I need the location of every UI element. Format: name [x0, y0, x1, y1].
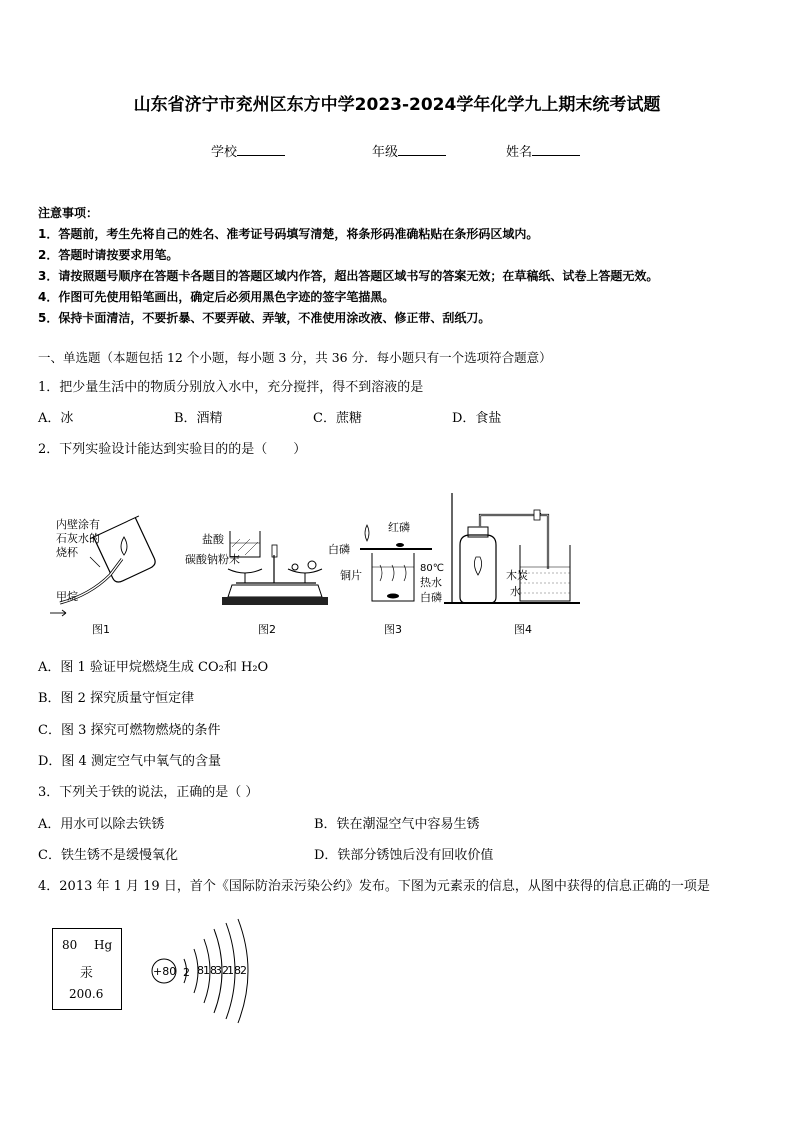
notes-heading: 注意事项： — [38, 206, 99, 220]
figure-2-balance — [185, 531, 328, 636]
element-card — [52, 928, 122, 1010]
q3-option-d[interactable]: D．铁部分锈蚀后没有回收价值 — [314, 848, 494, 863]
note-item: 1．答题前，考生先将自己的姓名、准考证号码填写清楚，将条形码准确粘贴在条形码区域内。 — [38, 227, 539, 241]
fig3-label-red: 红磷 — [388, 521, 410, 534]
fig2-label-acid: 盐酸 — [202, 533, 224, 546]
q1-option-a[interactable]: A．冰 — [38, 411, 74, 426]
fig4-caption: 图4 — [514, 623, 532, 636]
grade-blank[interactable] — [398, 143, 446, 156]
note-item: 2．答题时请按要求用笔。 — [38, 248, 179, 262]
q3-option-c[interactable]: C．铁生锈不是缓慢氧化 — [38, 848, 178, 863]
question-2-stem: 2．下列实验设计能达到实验目的的是（ ） — [38, 442, 307, 457]
grade-label: 年级 — [372, 145, 399, 160]
shell-electrons-1: 2 — [183, 966, 190, 979]
atom-structure-diagram — [146, 915, 266, 1027]
element-number: 80 — [62, 938, 78, 952]
q2-option-c[interactable]: C．图 3 探究可燃物燃烧的条件 — [38, 723, 221, 738]
question-1-stem: 1．把少量生活中的物质分别放入水中，充分搅拌，得不到溶液的是 — [38, 380, 424, 395]
note-item: 5．保持卡面清洁，不要折暴、不要弄破、弄皱，不准使用涂改液、修正带、刮纸刀。 — [38, 311, 491, 325]
element-mass: 200.6 — [69, 987, 104, 1001]
q2-option-a[interactable]: A．图 1 验证甲烷燃烧生成 CO₂和 H₂O — [38, 660, 269, 675]
note-item: 4．作图可先使用铅笔画出，确定后必须用黑色字迹的签字笔描黑。 — [38, 290, 395, 304]
q1-option-d[interactable]: D．食盐 — [452, 411, 502, 426]
element-name: 汞 — [80, 966, 94, 981]
q3-option-b[interactable]: B．铁在潮湿空气中容易生锈 — [314, 817, 480, 832]
fig3-caption: 图3 — [384, 623, 402, 636]
name-field — [506, 141, 580, 160]
nucleus-charge: +80 — [153, 965, 177, 978]
note-item: 3．请按照题号顺序在答题卡各题目的答题区域内作答，超出答题区域书写的答案无效；在草稿纸、试卷上答题无效。 — [38, 269, 659, 283]
fig2-label-powder: 碳酸钠粉末 — [185, 553, 240, 566]
fig3-label-hotwater: 热水 — [420, 576, 442, 589]
element-symbol: Hg — [94, 938, 113, 952]
q2-option-b[interactable]: B．图 2 探究质量守恒定律 — [38, 691, 195, 706]
fig3-label-copper: 铜片 — [340, 569, 362, 582]
name-label: 姓名 — [506, 145, 533, 160]
figure-3-combustion — [328, 520, 444, 636]
question-4-stem: 4．2013 年 1 月 19 日，首个《国际防治汞污染公约》发布。下图为元素汞的信息，从图中获得的信息正确的一项是 — [38, 879, 710, 894]
school-blank[interactable] — [237, 143, 285, 156]
fig1-caption: 图1 — [92, 623, 110, 636]
fig4-label-water: 水 — [510, 585, 521, 598]
grade-field — [372, 141, 446, 160]
fig3-label-white: 白磷 — [328, 543, 350, 556]
fig4-label-charcoal: 木炭 — [506, 569, 528, 582]
fig1-label-line2: 石灰水的 — [56, 532, 100, 545]
question-3-stem: 3．下列关于铁的说法，正确的是（ ） — [38, 785, 259, 800]
q3-option-a[interactable]: A．用水可以除去铁锈 — [38, 817, 165, 832]
fig3-label-white2: 白磷 — [420, 591, 442, 604]
shell-electrons-4: 32 — [215, 964, 229, 977]
fig1-label-line1: 内壁涂有 — [56, 518, 100, 531]
fig3-label-temp: 80℃ — [420, 563, 444, 574]
q1-option-c[interactable]: C．蔗糖 — [313, 411, 362, 426]
fig1-gas-label: 甲烷 — [56, 590, 78, 603]
shell-electrons-3: 18 — [203, 964, 217, 977]
q2-figures — [40, 485, 600, 645]
figure-4-oxygen — [444, 493, 580, 636]
name-blank[interactable] — [532, 143, 580, 156]
school-field — [211, 141, 285, 160]
shell-electrons-5: 18 — [227, 964, 241, 977]
fig1-label-line3: 烧杯 — [56, 546, 78, 559]
q2-option-d[interactable]: D．图 4 测定空气中氧气的含量 — [38, 754, 221, 769]
q1-option-b[interactable]: B．酒精 — [174, 411, 223, 426]
figure-1-methane-beaker — [50, 516, 161, 636]
fig2-caption: 图2 — [258, 623, 276, 636]
shell-electrons-2: 8 — [197, 964, 204, 977]
section-heading: 一、单选题（本题包括 12 个小题，每小题 3 分，共 36 分．每小题只有一个选项符合题意） — [38, 350, 552, 365]
shell-electrons-6: 2 — [240, 964, 247, 977]
page-title: 山东省济宁市兖州区东方中学2023-2024学年化学九上期末统考试题 — [133, 95, 661, 115]
school-label: 学校 — [211, 145, 238, 160]
